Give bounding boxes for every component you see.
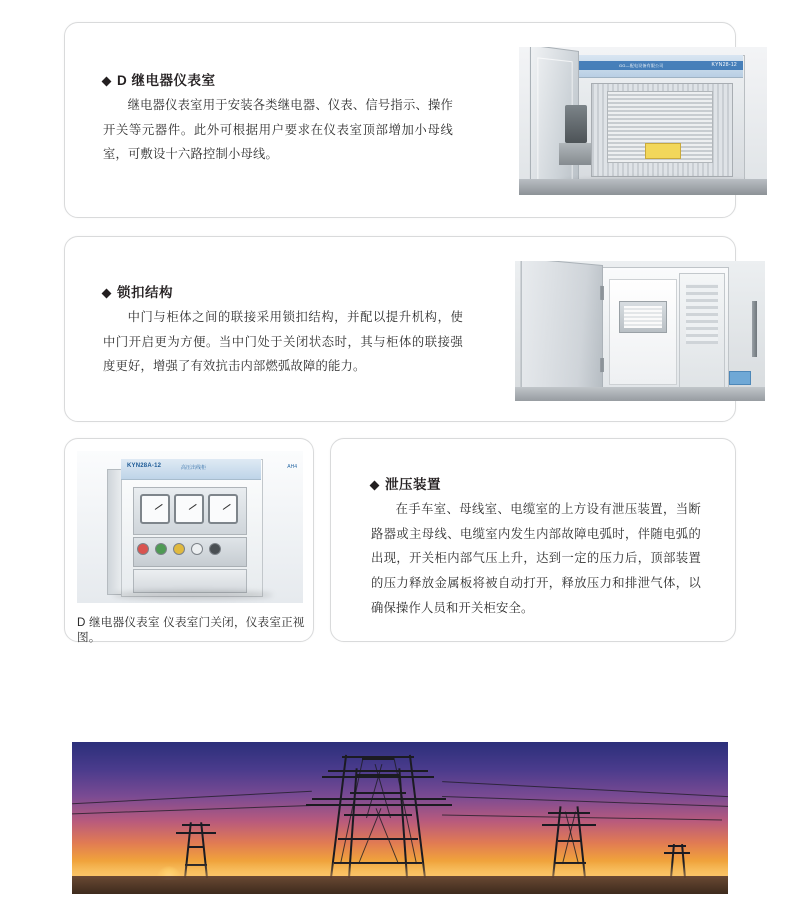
cabinet-unit-label: AH4 [287, 464, 297, 470]
instrument-panel [133, 487, 247, 535]
section-body: 继电器仪表室用于安装各类继电器、仪表、信号指示、操作开关等元器件。此外可根据用户要求在仪表室顶部增加小母线室，可敷设十六路控制小母线。 [103, 98, 453, 162]
door-hinge-upper-icon [600, 286, 604, 300]
tower-leg [409, 755, 426, 878]
tower-crossbar [338, 838, 418, 840]
section-title-text: 锁扣结构 [117, 285, 173, 300]
lower-panel [133, 569, 247, 593]
tower-crossbar [188, 846, 204, 848]
cabinet-brand-label: GG—配电设备有限公司 [619, 63, 664, 68]
photo-shadow [113, 591, 273, 599]
cabinet-right-column [679, 273, 725, 391]
figure-caption: D 继电器仪表室 仪表室门关闭，仪表室正视图。 [77, 616, 305, 645]
control-button-energy [173, 543, 185, 555]
section-card-lock-structure [64, 236, 736, 422]
photo-floor [515, 387, 765, 401]
lock-bar [752, 301, 757, 357]
control-button-ground [209, 543, 221, 555]
tower-arm [312, 798, 446, 800]
section-title [103, 285, 463, 301]
banner-ground [72, 876, 728, 894]
open-cabinet-relay-room-photo [519, 47, 767, 195]
section-text-block [103, 285, 463, 379]
tower-crossbar [362, 758, 394, 760]
section-body: 中门与柜体之间的联接采用锁扣结构，并配以提升机构，使中门开启更为方便。当中门处于关闭状态时，其与柜体的联接强度更好，增强了有效抗击内部燃弧故障的能力。 [103, 310, 463, 374]
tower-crossbar [558, 840, 582, 842]
tower-arm [664, 852, 690, 854]
section-title-text: 泄压装置 [385, 477, 441, 492]
cabinet-mechanism-part [565, 105, 587, 143]
section-title-text: D 继电器仪表室 [117, 73, 216, 88]
control-button-test [191, 543, 203, 555]
tower-arm [176, 832, 216, 834]
cabinet-mechanism-base [559, 143, 591, 165]
section-card-relay-instrument-room [64, 22, 736, 218]
power-line [442, 781, 728, 798]
tower-arm [306, 804, 452, 806]
control-button-row [137, 543, 221, 555]
gauge-icon-1 [140, 494, 170, 524]
control-button-close [137, 543, 149, 555]
power-line [72, 791, 312, 805]
tower-arm [668, 845, 686, 847]
section-text-block [371, 477, 701, 620]
photo-floor [519, 179, 767, 195]
switchgear-front-view-photo [77, 451, 303, 603]
door-hinge-lower-icon [600, 358, 604, 372]
transmission-tower-main [308, 754, 448, 878]
sunset-transmission-tower-banner [72, 742, 728, 894]
cabinet-yellow-tag [645, 143, 681, 159]
cabinet-model-label: KYN28-12 [711, 62, 737, 68]
tower-crossbar [350, 792, 406, 794]
cabinet-open-door [521, 261, 603, 401]
diamond-bullet-icon [102, 76, 112, 86]
tower-arm [548, 812, 590, 814]
section-title [103, 73, 453, 89]
cabinet-lock-structure-photo [515, 261, 765, 401]
cabinet-top-band [575, 55, 743, 78]
power-line [72, 805, 322, 815]
diamond-bullet-icon [102, 288, 112, 298]
tower-arm [182, 824, 210, 826]
section-body: 在手车室、母线室、电缆室的上方设有泄压装置，当断路器或主母线、电缆室内发生内部故障电弧时，伴随电弧的出现，开关柜内部气压上升，达到一定的压力后，顶部装置的压力释放金属板将被自动打开，释放压力和排泄气体，以确保操作人员和开关柜安全。 [371, 502, 701, 615]
tower-lattice [562, 811, 576, 864]
section-text-block [103, 73, 453, 167]
figure-card-switchgear-front-view [64, 438, 314, 645]
gauge-icon-3 [208, 494, 238, 524]
cabinet-meter-box [619, 301, 667, 333]
cabinet-model-label: KYN28A-12 [127, 463, 162, 469]
section-title [371, 477, 701, 493]
tower-leg [330, 755, 347, 878]
tower-lattice [376, 808, 399, 864]
gauge-icon-2 [174, 494, 204, 524]
cabinet-center-label: 高压出线柜 [181, 465, 207, 471]
blue-object [729, 371, 751, 385]
section-card-pressure-relief-device [330, 438, 736, 642]
diamond-bullet-icon [370, 480, 380, 490]
control-button-open [155, 543, 167, 555]
tower-arm [342, 756, 414, 758]
